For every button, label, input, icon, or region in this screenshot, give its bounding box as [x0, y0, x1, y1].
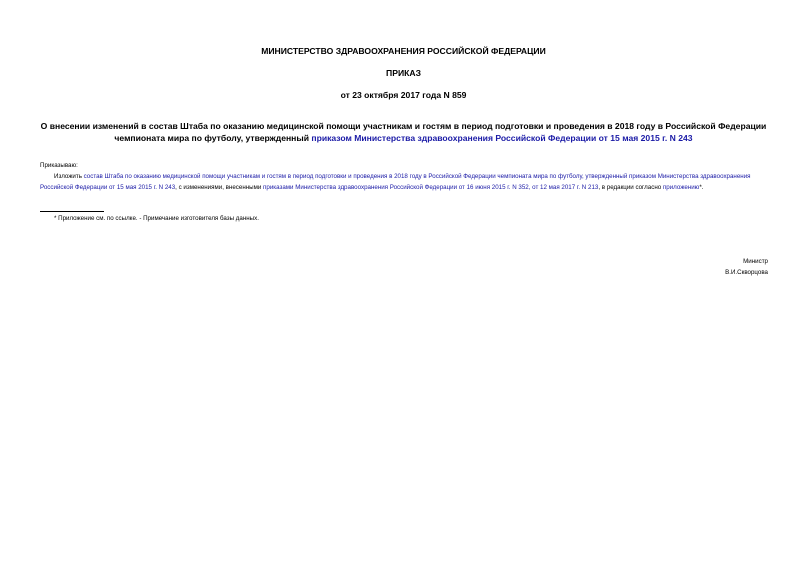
title-link-order-243[interactable]: приказом Министерства здравоохранения Российской Федерации от 15 мая 2015 г. N 243 — [311, 133, 693, 143]
order-date: от 23 октября 2017 года N 859 — [340, 90, 467, 100]
link-staff-composition[interactable]: состав Штаба по оказанию медицинской помощи участникам и гостям в период подготовки и проведения в 2018 году в Российской Федерации чемпионата мира по футболу, утвержденный приказом Министерства здравоохранения Российской Федерации от 15 мая 2015 г. N 243 — [40, 173, 751, 191]
link-amending-orders[interactable]: приказами Министерства здравоохранения Российской Федерации от 16 июня 2015 г. N 352, от 12 мая 2017 г. N 213 — [263, 183, 599, 191]
para-text-1: Изложить — [54, 173, 84, 180]
para-text-3: , в редакции согласно — [598, 183, 663, 191]
document-type: ПРИКАЗ — [386, 68, 421, 78]
document-title — [40, 120, 767, 144]
order-intro: Приказываю: — [40, 162, 78, 169]
signatory-position: Министр — [743, 258, 768, 265]
para-text-4: *. — [699, 183, 704, 191]
link-appendix[interactable]: приложению — [662, 183, 700, 191]
footnote: * Приложение см. по ссылке. - Примечание изготовителя базы данных. — [54, 215, 259, 222]
order-paragraph — [40, 172, 768, 193]
para-text-2: , с изменениями, внесенными — [175, 183, 264, 191]
title-text: О внесении изменений в состав Штаба по оказанию медицинской помощи участникам и гостям в период подготовки и проведения в 2018 году в Российской Федерации чемпионата мира по футболу, утвержденный — [40, 121, 767, 143]
ministry-name: МИНИСТЕРСТВО ЗДРАВООХРАНЕНИЯ РОССИЙСКОЙ ФЕДЕРАЦИИ — [261, 46, 546, 56]
signatory-name: В.И.Скворцова — [725, 269, 768, 276]
footnote-divider — [40, 211, 104, 212]
